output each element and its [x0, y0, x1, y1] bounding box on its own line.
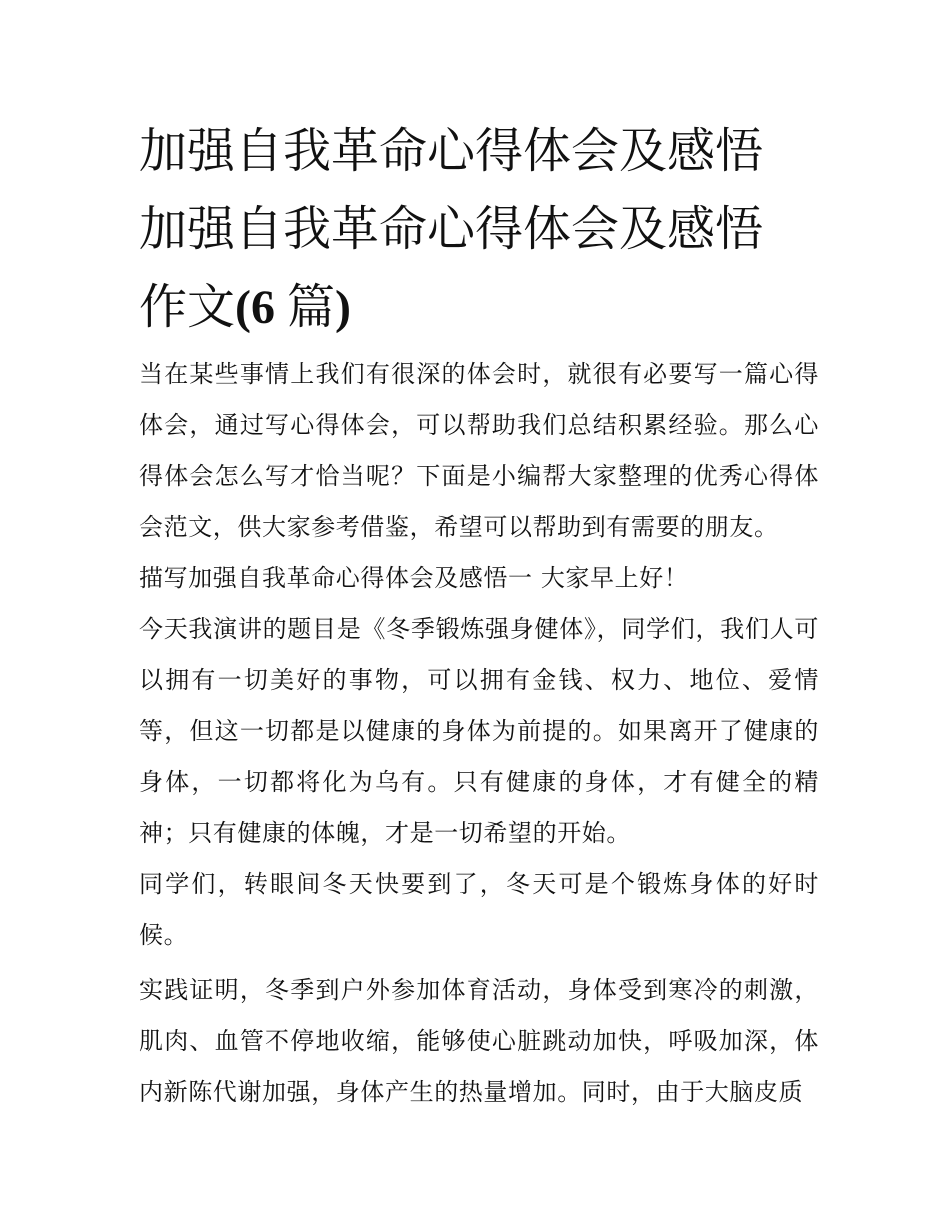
title-line-3 — [139, 268, 819, 347]
title-line-2: 加强自我革命心得体会及感悟 — [139, 201, 764, 257]
body-paragraph: 今天我演讲的题目是《冬季锻炼强身健体》，同学们，我们人可以拥有一切美好的事物，可以拥有金钱、权力、地位、爱情等，但这一切都是以健康的身体为前提的。如果离开了健康的身体，一切都将化为乌有。只有健康的身体，才有健全的精神；只有健康的体魄，才是一切希望的开始。 — [139, 615, 819, 847]
title-line-1: 加强自我革命心得体会及感悟 — [139, 123, 764, 179]
intro-paragraph: 当在某些事情上我们有很深的体会时，就很有必要写一篇心得体会，通过写心得体会，可以帮助我们总结积累经验。那么心得体会怎么写才恰当呢？下面是小编帮大家整理的优秀心得体会范文，供大家参考借鉴，希望可以帮助到有需要的朋友。 — [139, 360, 819, 541]
body-paragraph: 实践证明，冬季到户外参加体育活动，身体受到寒冷的刺激，肌肉、血管不停地收缩，能够使心脏跳动加快，呼吸加深，体内新陈代谢加强，身体产生的热量增加。同时，由于大脑皮质 — [139, 976, 819, 1106]
document-body — [139, 112, 819, 1118]
title-count-open: (6 — [235, 281, 287, 334]
body-paragraph: 同学们，转眼间冬天快要到了，冬天可是个锻炼身体的好时候。 — [139, 870, 819, 949]
title-count-close: ) — [335, 281, 351, 334]
document-title — [139, 112, 819, 347]
title-line-3-prefix: 作文 — [139, 279, 236, 335]
section-heading-paragraph: 描写加强自我革命心得体会及感悟一 大家早上好！ — [139, 564, 689, 592]
title-count-unit: 篇 — [287, 279, 336, 335]
